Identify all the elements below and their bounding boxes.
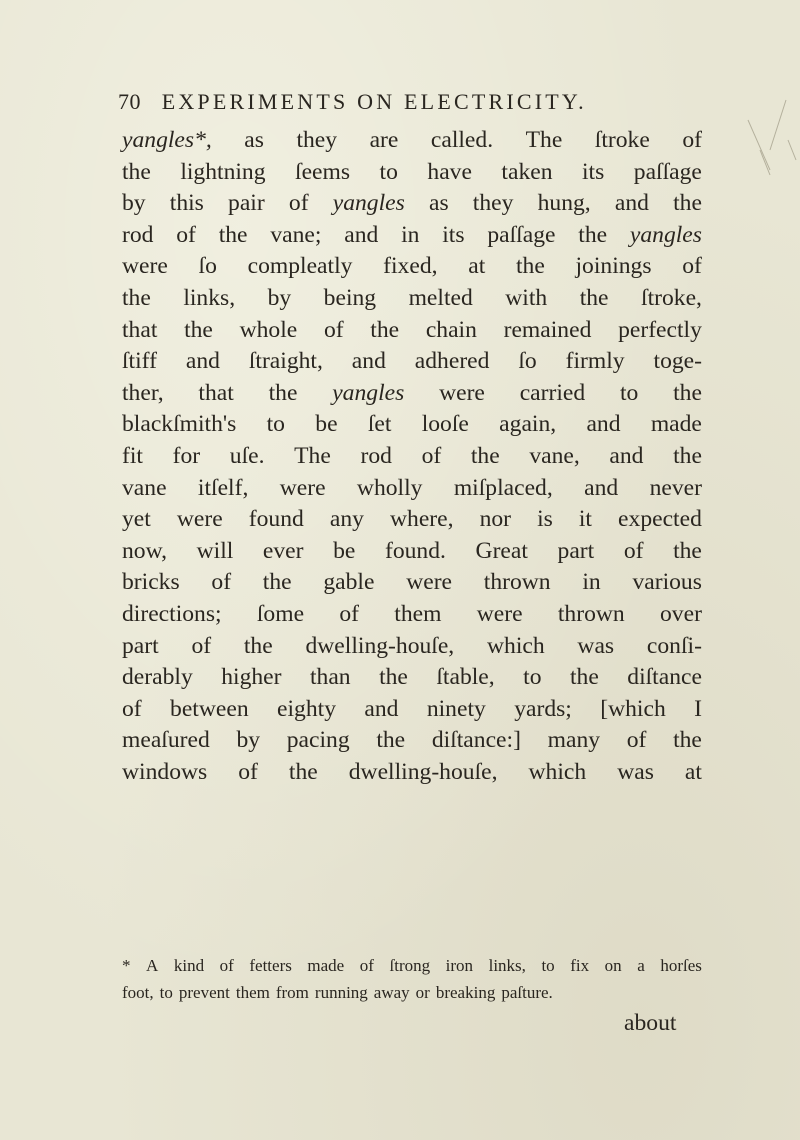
text-line: yangles*, as they are called. The ſtroke of xyxy=(122,127,702,153)
margin-scratch xyxy=(788,140,796,160)
text-line: fit for uſe. The rod of the vane, and the xyxy=(122,442,702,469)
text-line: blackſmith's to be ſet looſe again, and made xyxy=(122,411,702,438)
margin-scratch xyxy=(760,150,770,175)
footnote-line: * A kind of fetters made of ſtrong iron links, to fix on a horſes xyxy=(122,956,702,975)
text-line: part of the dwelling-houſe, which was conſi- xyxy=(122,632,702,659)
text-line: directions; ſome of them were thrown over xyxy=(122,600,702,627)
text-line: of between eighty and ninety yards; [which I xyxy=(122,695,702,722)
footnote-line: foot, to prevent them from running away or breaking paſture. xyxy=(122,983,553,1002)
running-header xyxy=(118,89,587,115)
text-line: derably higher than the ſtable, to the diſtance xyxy=(122,664,702,691)
text-line: vane itſelf, were wholly miſplaced, and never xyxy=(122,474,702,501)
margin-scratch xyxy=(748,120,770,170)
footnote xyxy=(122,952,702,1006)
text-line: the lightning ſeems to have taken its paſſage xyxy=(122,158,702,185)
body-text xyxy=(122,125,702,788)
text-line: windows of the dwelling-houſe, which was at xyxy=(122,758,702,785)
page-number: 70 xyxy=(118,89,141,114)
text-line: ſtiff and ſtraight, and adhered ſo firmly toge- xyxy=(122,348,702,375)
text-line: the links, by being melted with the ſtroke, xyxy=(122,284,702,311)
text-line: that the whole of the chain remained perfectly xyxy=(122,316,702,343)
text-line: bricks of the gable were thrown in various xyxy=(122,569,702,596)
running-title: EXPERIMENTS ON ELECTRICITY. xyxy=(161,89,587,114)
text-line: by this pair of yangles as they hung, and the xyxy=(122,190,702,217)
text-line: meaſured by pacing the diſtance:] many of the xyxy=(122,727,702,754)
margin-scratch xyxy=(770,100,786,150)
text-line: yet were found any where, nor is it expected xyxy=(122,506,702,533)
catchword: about xyxy=(624,1010,677,1036)
text-line: were ſo compleatly fixed, at the joinings of xyxy=(122,253,702,280)
text-line: rod of the vane; and in its paſſage the yangles xyxy=(122,221,702,248)
text-line: now, will ever be found. Great part of the xyxy=(122,537,702,564)
text-line: ther, that the yangles were carried to the xyxy=(122,379,702,406)
